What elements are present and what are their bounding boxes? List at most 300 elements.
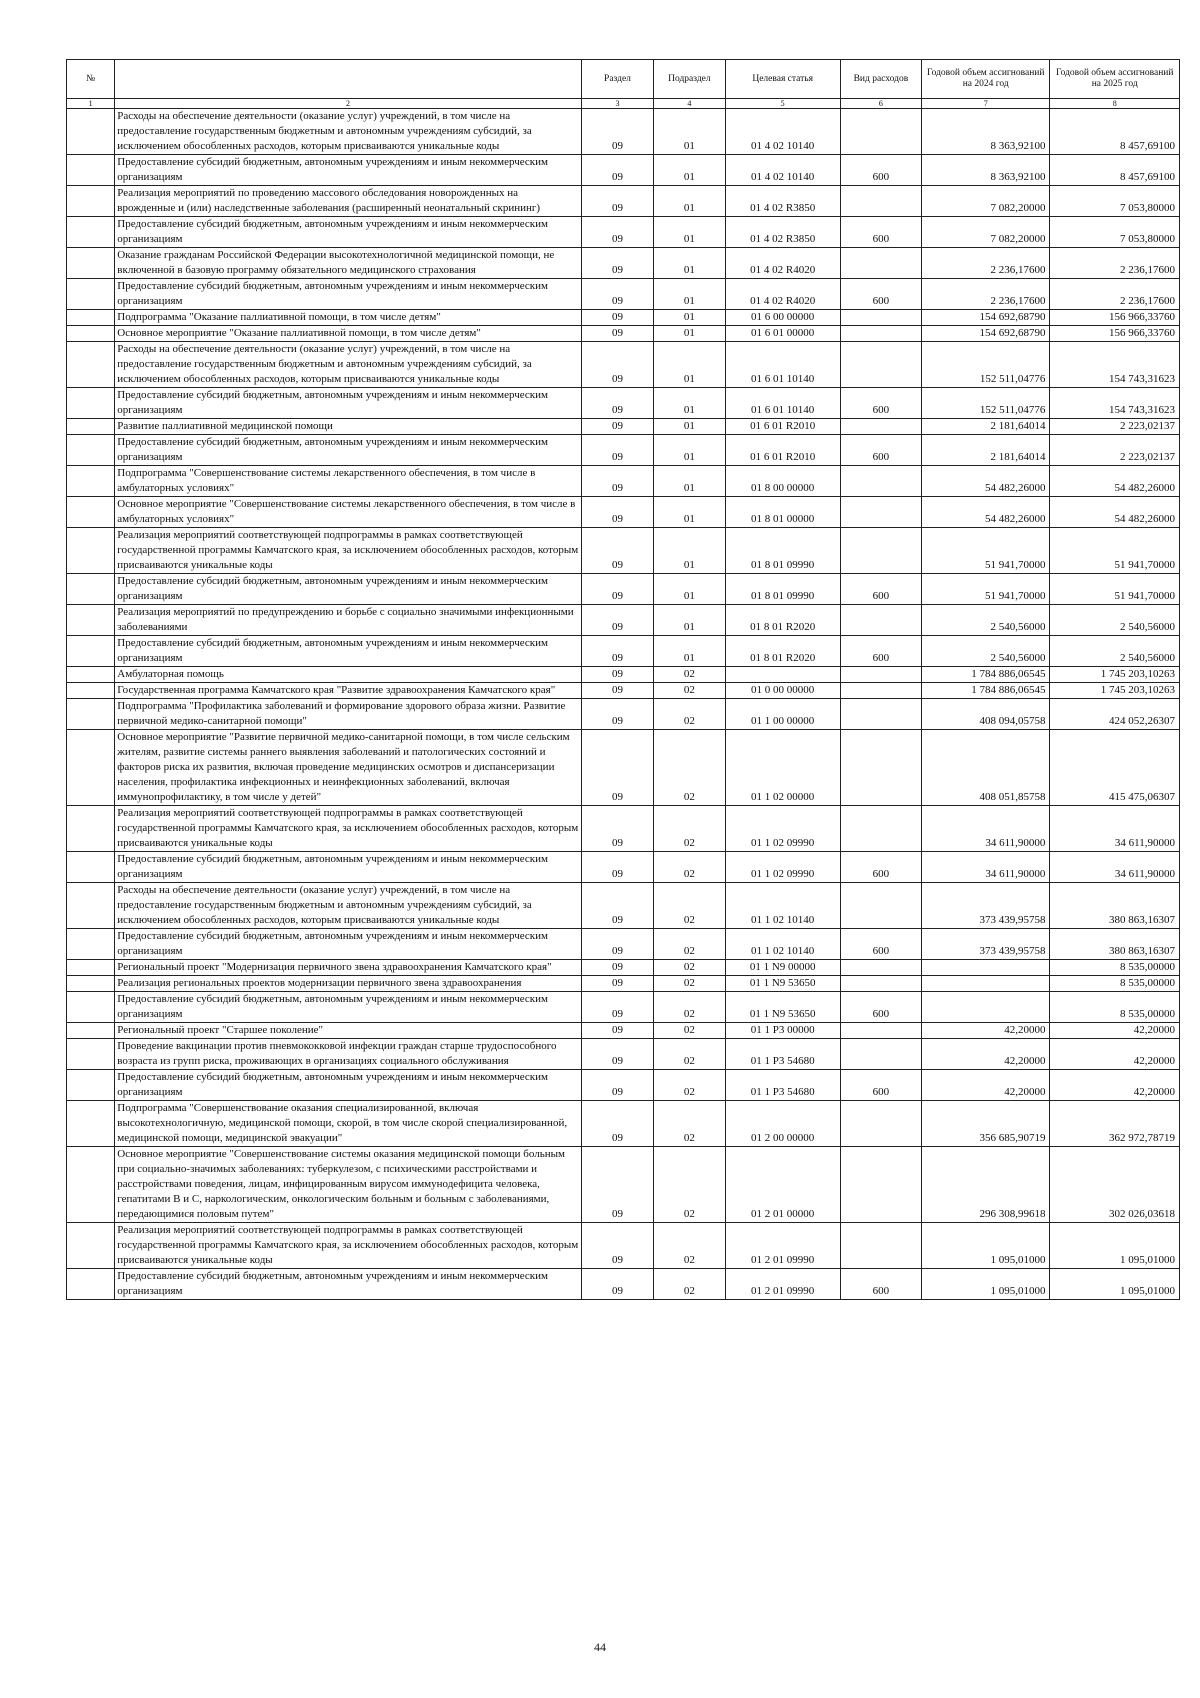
row-podrazdel-cell: 02 — [654, 699, 725, 730]
row-razdel-cell: 09 — [581, 1070, 653, 1101]
row-target-cell: 01 1 P3 54680 — [725, 1070, 840, 1101]
column-number: 3 — [581, 99, 653, 109]
row-number-cell — [67, 699, 115, 730]
row-name-cell: Основное мероприятие "Развитие первичной медико-санитарной помощи, в том числе сельским жителям, развитие системы раннего выявления заболеваний и патологических состояний и факторов риска их развития, включая проведение медицинских осмотров и диспансеризации населения, профилактика инфекционных и неинфекционных заболеваний, включая иммунопрофилактику, в том числе у детей" — [115, 730, 581, 806]
row-number-cell — [67, 279, 115, 310]
column-number: 7 — [922, 99, 1050, 109]
table-row — [67, 883, 1180, 929]
row-kind-cell: 600 — [840, 217, 921, 248]
row-razdel-cell: 09 — [581, 466, 653, 497]
table-row — [67, 852, 1180, 883]
row-kind-cell — [840, 497, 921, 528]
row-target-cell: 01 8 01 09990 — [725, 528, 840, 574]
row-number-cell — [67, 852, 115, 883]
row-target-cell: 01 1 N9 00000 — [725, 960, 840, 976]
table-row — [67, 1023, 1180, 1039]
row-kind-cell — [840, 466, 921, 497]
row-target-cell: 01 6 01 R2010 — [725, 419, 840, 435]
row-2024-cell: 54 482,26000 — [922, 466, 1050, 497]
row-2024-cell: 7 082,20000 — [922, 186, 1050, 217]
row-2025-cell: 54 482,26000 — [1050, 466, 1180, 497]
row-2025-cell: 7 053,80000 — [1050, 186, 1180, 217]
row-kind-cell — [840, 699, 921, 730]
row-target-cell: 01 1 N9 53650 — [725, 976, 840, 992]
column-number: 8 — [1050, 99, 1180, 109]
row-2024-cell: 296 308,99618 — [922, 1147, 1050, 1223]
row-number-cell — [67, 1147, 115, 1223]
row-2025-cell: 8 535,00000 — [1050, 960, 1180, 976]
row-number-cell — [67, 1023, 115, 1039]
table-row — [67, 326, 1180, 342]
table-row — [67, 419, 1180, 435]
row-target-cell: 01 6 01 R2010 — [725, 435, 840, 466]
row-number-cell — [67, 574, 115, 605]
row-razdel-cell: 09 — [581, 929, 653, 960]
table-row — [67, 667, 1180, 683]
row-razdel-cell: 09 — [581, 1039, 653, 1070]
row-kind-cell: 600 — [840, 1070, 921, 1101]
table-row — [67, 1223, 1180, 1269]
table-row — [67, 497, 1180, 528]
row-2024-cell: 42,20000 — [922, 1023, 1050, 1039]
table-row — [67, 528, 1180, 574]
row-number-cell — [67, 466, 115, 497]
column-number: 6 — [840, 99, 921, 109]
row-podrazdel-cell: 02 — [654, 852, 725, 883]
row-2025-cell: 2 236,17600 — [1050, 279, 1180, 310]
row-target-cell: 01 4 02 10140 — [725, 155, 840, 186]
row-2025-cell: 42,20000 — [1050, 1023, 1180, 1039]
row-podrazdel-cell: 02 — [654, 1223, 725, 1269]
row-2024-cell: 408 051,85758 — [922, 730, 1050, 806]
row-number-cell — [67, 806, 115, 852]
table-row — [67, 217, 1180, 248]
table-row — [67, 683, 1180, 699]
row-kind-cell — [840, 960, 921, 976]
row-kind-cell — [840, 528, 921, 574]
row-2024-cell — [922, 960, 1050, 976]
row-target-cell: 01 1 02 10140 — [725, 929, 840, 960]
row-name-cell: Подпрограмма "Совершенствование оказания специализированной, включая высокотехнологичную, медицинской помощи, скорой, в том числе скорой специализированной, медицинской помощи, медицинской эвакуации" — [115, 1101, 581, 1147]
row-razdel-cell: 09 — [581, 992, 653, 1023]
row-kind-cell — [840, 419, 921, 435]
row-target-cell: 01 8 01 R2020 — [725, 605, 840, 636]
row-2024-cell: 152 511,04776 — [922, 342, 1050, 388]
row-2025-cell: 51 941,70000 — [1050, 528, 1180, 574]
row-number-cell — [67, 1039, 115, 1070]
row-2024-cell: 8 363,92100 — [922, 109, 1050, 155]
row-name-cell: Основное мероприятие "Оказание паллиативной помощи, в том числе детям" — [115, 326, 581, 342]
row-name-cell: Расходы на обеспечение деятельности (оказание услуг) учреждений, в том числе на предоставление государственным бюджетным и автономным учреждениям субсидий, за исключением обособленных расходов, которым присваиваются уникальные коды — [115, 109, 581, 155]
row-podrazdel-cell: 01 — [654, 419, 725, 435]
row-2024-cell: 356 685,90719 — [922, 1101, 1050, 1147]
row-podrazdel-cell: 01 — [654, 636, 725, 667]
row-number-cell — [67, 929, 115, 960]
row-target-cell: 01 2 01 09990 — [725, 1223, 840, 1269]
table-row — [67, 466, 1180, 497]
table-row — [67, 279, 1180, 310]
row-name-cell: Региональный проект "Старшее поколение" — [115, 1023, 581, 1039]
row-2025-cell: 1 745 203,10263 — [1050, 683, 1180, 699]
row-2024-cell: 408 094,05758 — [922, 699, 1050, 730]
row-2024-cell: 2 181,64014 — [922, 419, 1050, 435]
row-2025-cell: 8 457,69100 — [1050, 109, 1180, 155]
row-number-cell — [67, 1269, 115, 1300]
row-2024-cell: 2 540,56000 — [922, 605, 1050, 636]
row-2024-cell: 2 181,64014 — [922, 435, 1050, 466]
row-kind-cell — [840, 605, 921, 636]
row-kind-cell — [840, 1039, 921, 1070]
row-name-cell: Подпрограмма "Оказание паллиативной помощи, в том числе детям" — [115, 310, 581, 326]
row-number-cell — [67, 683, 115, 699]
row-kind-cell: 600 — [840, 388, 921, 419]
page-number: 44 — [594, 1640, 606, 1654]
row-kind-cell: 600 — [840, 435, 921, 466]
row-2024-cell: 373 439,95758 — [922, 883, 1050, 929]
row-kind-cell — [840, 730, 921, 806]
row-2024-cell: 34 611,90000 — [922, 806, 1050, 852]
budget-table — [66, 59, 1180, 1300]
row-target-cell — [725, 667, 840, 683]
row-number-cell — [67, 528, 115, 574]
row-2025-cell: 34 611,90000 — [1050, 806, 1180, 852]
row-razdel-cell: 09 — [581, 326, 653, 342]
row-name-cell: Реализация мероприятий по предупреждению и борьбе с социально значимыми инфекционными заболеваниями — [115, 605, 581, 636]
row-razdel-cell: 09 — [581, 109, 653, 155]
table-body — [67, 109, 1180, 1300]
col-target-header: Целевая статья — [725, 60, 840, 99]
row-podrazdel-cell: 01 — [654, 528, 725, 574]
row-podrazdel-cell: 02 — [654, 667, 725, 683]
row-name-cell: Предоставление субсидий бюджетным, автономным учреждениям и иным некоммерческим организациям — [115, 155, 581, 186]
row-number-cell — [67, 1223, 115, 1269]
row-podrazdel-cell: 01 — [654, 435, 725, 466]
table-row — [67, 730, 1180, 806]
row-razdel-cell: 09 — [581, 186, 653, 217]
row-target-cell: 01 1 02 09990 — [725, 806, 840, 852]
row-2025-cell: 156 966,33760 — [1050, 310, 1180, 326]
row-name-cell: Расходы на обеспечение деятельности (оказание услуг) учреждений, в том числе на предоставление государственным бюджетным и автономным учреждениям субсидий, за исключением обособленных расходов, которым присваиваются уникальные коды — [115, 883, 581, 929]
row-2024-cell: 1 784 886,06545 — [922, 667, 1050, 683]
table-row — [67, 342, 1180, 388]
row-target-cell: 01 1 P3 00000 — [725, 1023, 840, 1039]
row-podrazdel-cell: 01 — [654, 466, 725, 497]
row-name-cell: Государственная программа Камчатского края "Развитие здравоохранения Камчатского края" — [115, 683, 581, 699]
column-number-row — [67, 99, 1180, 109]
table-row — [67, 1147, 1180, 1223]
row-razdel-cell: 09 — [581, 852, 653, 883]
row-razdel-cell: 09 — [581, 1101, 653, 1147]
row-number-cell — [67, 1101, 115, 1147]
row-razdel-cell: 09 — [581, 1223, 653, 1269]
row-kind-cell: 600 — [840, 636, 921, 667]
row-razdel-cell: 09 — [581, 155, 653, 186]
row-number-cell — [67, 248, 115, 279]
row-target-cell: 01 4 02 R3850 — [725, 186, 840, 217]
row-razdel-cell: 09 — [581, 248, 653, 279]
row-razdel-cell: 09 — [581, 699, 653, 730]
row-kind-cell — [840, 186, 921, 217]
table-row — [67, 435, 1180, 466]
row-2024-cell: 51 941,70000 — [922, 574, 1050, 605]
col-razdel-header: Раздел — [581, 60, 653, 99]
row-podrazdel-cell: 02 — [654, 1070, 725, 1101]
row-podrazdel-cell: 01 — [654, 155, 725, 186]
row-2025-cell: 154 743,31623 — [1050, 342, 1180, 388]
row-name-cell: Реализация региональных проектов модернизации первичного звена здравоохранения — [115, 976, 581, 992]
row-podrazdel-cell: 02 — [654, 976, 725, 992]
table-row — [67, 155, 1180, 186]
table-row — [67, 929, 1180, 960]
row-2024-cell: 51 941,70000 — [922, 528, 1050, 574]
column-number: 5 — [725, 99, 840, 109]
row-number-cell — [67, 960, 115, 976]
row-number-cell — [67, 992, 115, 1023]
row-number-cell — [67, 186, 115, 217]
row-2025-cell: 156 966,33760 — [1050, 326, 1180, 342]
table-row — [67, 992, 1180, 1023]
row-number-cell — [67, 388, 115, 419]
col-2025-header: Годовой объем ассигнований на 2025 год — [1050, 60, 1180, 99]
row-target-cell: 01 8 01 R2020 — [725, 636, 840, 667]
row-name-cell: Предоставление субсидий бюджетным, автономным учреждениям и иным некоммерческим организациям — [115, 1269, 581, 1300]
row-name-cell: Предоставление субсидий бюджетным, автономным учреждениям и иным некоммерческим организациям — [115, 435, 581, 466]
row-2024-cell: 1 095,01000 — [922, 1269, 1050, 1300]
row-kind-cell: 600 — [840, 574, 921, 605]
row-target-cell: 01 1 N9 53650 — [725, 992, 840, 1023]
row-target-cell: 01 6 01 00000 — [725, 326, 840, 342]
row-razdel-cell: 09 — [581, 667, 653, 683]
row-target-cell: 01 1 00 00000 — [725, 699, 840, 730]
row-2025-cell: 424 052,26307 — [1050, 699, 1180, 730]
row-number-cell — [67, 217, 115, 248]
row-2024-cell: 2 236,17600 — [922, 279, 1050, 310]
row-kind-cell — [840, 883, 921, 929]
row-2024-cell: 2 236,17600 — [922, 248, 1050, 279]
row-podrazdel-cell: 02 — [654, 992, 725, 1023]
row-razdel-cell: 09 — [581, 388, 653, 419]
row-2024-cell: 154 692,68790 — [922, 326, 1050, 342]
column-number: 1 — [67, 99, 115, 109]
row-razdel-cell: 09 — [581, 605, 653, 636]
row-kind-cell — [840, 1147, 921, 1223]
row-kind-cell: 600 — [840, 992, 921, 1023]
row-podrazdel-cell: 01 — [654, 326, 725, 342]
col-2024-header: Годовой объем ассигнований на 2024 год — [922, 60, 1050, 99]
row-number-cell — [67, 730, 115, 806]
table-row — [67, 248, 1180, 279]
row-number-cell — [67, 883, 115, 929]
row-number-cell — [67, 310, 115, 326]
row-name-cell: Амбулаторная помощь — [115, 667, 581, 683]
row-target-cell: 01 1 P3 54680 — [725, 1039, 840, 1070]
row-target-cell: 01 4 02 R4020 — [725, 248, 840, 279]
row-2025-cell: 34 611,90000 — [1050, 852, 1180, 883]
table-row — [67, 960, 1180, 976]
row-podrazdel-cell: 02 — [654, 1269, 725, 1300]
row-target-cell: 01 6 01 10140 — [725, 388, 840, 419]
row-2024-cell: 42,20000 — [922, 1070, 1050, 1101]
row-kind-cell — [840, 806, 921, 852]
row-target-cell: 01 1 02 09990 — [725, 852, 840, 883]
row-name-cell: Основное мероприятие "Совершенствование системы оказания медицинской помощи больным при социально-значимых заболеваниях: туберкулезом, с психическими расстройствами и расстройствами поведения, лицам, инфицированным вирусом иммунодефицита человека, гепатитами В и С, наркологическим, онкологическим больным и больным с заболеваниями, передающимися половым путем" — [115, 1147, 581, 1223]
row-target-cell: 01 4 02 10140 — [725, 109, 840, 155]
row-2025-cell: 380 863,16307 — [1050, 929, 1180, 960]
table-row — [67, 310, 1180, 326]
row-2025-cell: 51 941,70000 — [1050, 574, 1180, 605]
row-name-cell: Предоставление субсидий бюджетным, автономным учреждениям и иным некоммерческим организациям — [115, 852, 581, 883]
row-2024-cell: 54 482,26000 — [922, 497, 1050, 528]
row-name-cell: Предоставление субсидий бюджетным, автономным учреждениям и иным некоммерческим организациям — [115, 217, 581, 248]
row-name-cell: Предоставление субсидий бюджетным, автономным учреждениям и иным некоммерческим организациям — [115, 929, 581, 960]
column-number: 4 — [654, 99, 725, 109]
row-kind-cell — [840, 248, 921, 279]
table-row — [67, 806, 1180, 852]
row-2025-cell: 42,20000 — [1050, 1070, 1180, 1101]
row-number-cell — [67, 1070, 115, 1101]
row-podrazdel-cell: 01 — [654, 279, 725, 310]
row-razdel-cell: 09 — [581, 960, 653, 976]
row-name-cell: Реализация мероприятий по проведению массового обследования новорожденных на врожденные и (или) наследственные заболевания (расширенный неонатальный скрининг) — [115, 186, 581, 217]
row-razdel-cell: 09 — [581, 806, 653, 852]
row-kind-cell: 600 — [840, 852, 921, 883]
row-podrazdel-cell: 01 — [654, 217, 725, 248]
row-2025-cell: 2 223,02137 — [1050, 419, 1180, 435]
col-no-header: № — [67, 60, 115, 99]
row-2025-cell: 2 236,17600 — [1050, 248, 1180, 279]
row-2025-cell: 1 095,01000 — [1050, 1223, 1180, 1269]
row-2024-cell: 1 095,01000 — [922, 1223, 1050, 1269]
row-number-cell — [67, 326, 115, 342]
row-2025-cell: 362 972,78719 — [1050, 1101, 1180, 1147]
row-podrazdel-cell: 02 — [654, 730, 725, 806]
row-razdel-cell: 09 — [581, 310, 653, 326]
row-razdel-cell: 09 — [581, 574, 653, 605]
row-razdel-cell: 09 — [581, 1147, 653, 1223]
row-kind-cell — [840, 683, 921, 699]
row-name-cell: Оказание гражданам Российской Федерации высокотехнологичной медицинской помощи, не включенной в базовую программу обязательного медицинского страхования — [115, 248, 581, 279]
row-target-cell: 01 8 01 00000 — [725, 497, 840, 528]
table-row — [67, 605, 1180, 636]
row-2024-cell: 2 540,56000 — [922, 636, 1050, 667]
row-name-cell: Предоставление субсидий бюджетным, автономным учреждениям и иным некоммерческим организациям — [115, 574, 581, 605]
row-2024-cell: 152 511,04776 — [922, 388, 1050, 419]
table-row — [67, 1070, 1180, 1101]
row-podrazdel-cell: 01 — [654, 388, 725, 419]
row-name-cell: Расходы на обеспечение деятельности (оказание услуг) учреждений, в том числе на предоставление государственным бюджетным и автономным учреждениям субсидий, за исключением обособленных расходов, которым присваиваются уникальные коды — [115, 342, 581, 388]
row-target-cell: 01 6 01 10140 — [725, 342, 840, 388]
row-podrazdel-cell: 02 — [654, 683, 725, 699]
row-target-cell: 01 2 00 00000 — [725, 1101, 840, 1147]
header-row — [67, 60, 1180, 99]
row-target-cell: 01 4 02 R3850 — [725, 217, 840, 248]
table-row — [67, 699, 1180, 730]
row-razdel-cell: 09 — [581, 883, 653, 929]
row-2024-cell — [922, 992, 1050, 1023]
row-razdel-cell: 09 — [581, 730, 653, 806]
row-2024-cell: 373 439,95758 — [922, 929, 1050, 960]
row-kind-cell — [840, 326, 921, 342]
budget-table-container — [66, 59, 1180, 1300]
row-name-cell: Предоставление субсидий бюджетным, автономным учреждениям и иным некоммерческим организациям — [115, 388, 581, 419]
row-name-cell: Реализация мероприятий соответствующей подпрограммы в рамках соответствующей государственной программы Камчатского края, за исключением обособленных расходов, которым присваиваются уникальные коды — [115, 528, 581, 574]
row-target-cell: 01 1 02 10140 — [725, 883, 840, 929]
row-razdel-cell: 09 — [581, 636, 653, 667]
row-name-cell: Региональный проект "Модернизация первичного звена здравоохранения Камчатского края" — [115, 960, 581, 976]
row-target-cell: 01 6 00 00000 — [725, 310, 840, 326]
row-kind-cell — [840, 976, 921, 992]
row-podrazdel-cell: 01 — [654, 574, 725, 605]
row-2024-cell: 8 363,92100 — [922, 155, 1050, 186]
col-name-header — [115, 60, 581, 99]
row-2025-cell: 2 540,56000 — [1050, 605, 1180, 636]
row-name-cell: Предоставление субсидий бюджетным, автономным учреждениям и иным некоммерческим организациям — [115, 636, 581, 667]
row-razdel-cell: 09 — [581, 1269, 653, 1300]
row-podrazdel-cell: 02 — [654, 1147, 725, 1223]
row-2025-cell: 380 863,16307 — [1050, 883, 1180, 929]
row-razdel-cell: 09 — [581, 342, 653, 388]
row-kind-cell: 600 — [840, 1269, 921, 1300]
row-razdel-cell: 09 — [581, 976, 653, 992]
row-number-cell — [67, 435, 115, 466]
row-kind-cell — [840, 1023, 921, 1039]
row-podrazdel-cell: 01 — [654, 342, 725, 388]
row-razdel-cell: 09 — [581, 497, 653, 528]
row-kind-cell: 600 — [840, 929, 921, 960]
row-podrazdel-cell: 01 — [654, 109, 725, 155]
row-number-cell — [67, 605, 115, 636]
row-2025-cell: 8 457,69100 — [1050, 155, 1180, 186]
row-podrazdel-cell: 01 — [654, 186, 725, 217]
row-podrazdel-cell: 01 — [654, 248, 725, 279]
row-target-cell: 01 4 02 R4020 — [725, 279, 840, 310]
row-podrazdel-cell: 02 — [654, 1023, 725, 1039]
row-number-cell — [67, 342, 115, 388]
row-kind-cell — [840, 310, 921, 326]
row-podrazdel-cell: 02 — [654, 960, 725, 976]
row-kind-cell — [840, 109, 921, 155]
row-number-cell — [67, 636, 115, 667]
row-2025-cell: 2 540,56000 — [1050, 636, 1180, 667]
row-kind-cell — [840, 667, 921, 683]
row-2024-cell: 1 784 886,06545 — [922, 683, 1050, 699]
row-name-cell: Реализация мероприятий соответствующей подпрограммы в рамках соответствующей государственной программы Камчатского края, за исключением обособленных расходов, которым присваиваются уникальные коды — [115, 806, 581, 852]
row-podrazdel-cell: 01 — [654, 497, 725, 528]
row-2024-cell: 42,20000 — [922, 1039, 1050, 1070]
table-row — [67, 574, 1180, 605]
row-2025-cell: 154 743,31623 — [1050, 388, 1180, 419]
row-number-cell — [67, 419, 115, 435]
col-podrazdel-header: Подраздел — [654, 60, 725, 99]
row-target-cell: 01 2 01 09990 — [725, 1269, 840, 1300]
row-name-cell: Развитие паллиативной медицинской помощи — [115, 419, 581, 435]
table-row — [67, 109, 1180, 155]
table-row — [67, 1039, 1180, 1070]
row-2025-cell: 1 745 203,10263 — [1050, 667, 1180, 683]
row-2025-cell: 1 095,01000 — [1050, 1269, 1180, 1300]
row-2025-cell: 54 482,26000 — [1050, 497, 1180, 528]
row-target-cell: 01 2 01 00000 — [725, 1147, 840, 1223]
row-razdel-cell: 09 — [581, 217, 653, 248]
row-kind-cell: 600 — [840, 155, 921, 186]
row-podrazdel-cell: 02 — [654, 806, 725, 852]
row-2025-cell: 42,20000 — [1050, 1039, 1180, 1070]
row-number-cell — [67, 976, 115, 992]
row-2024-cell — [922, 976, 1050, 992]
table-row — [67, 636, 1180, 667]
row-name-cell: Предоставление субсидий бюджетным, автономным учреждениям и иным некоммерческим организациям — [115, 279, 581, 310]
row-name-cell: Подпрограмма "Совершенствование системы лекарственного обеспечения, в том числе в амбулаторных условиях" — [115, 466, 581, 497]
